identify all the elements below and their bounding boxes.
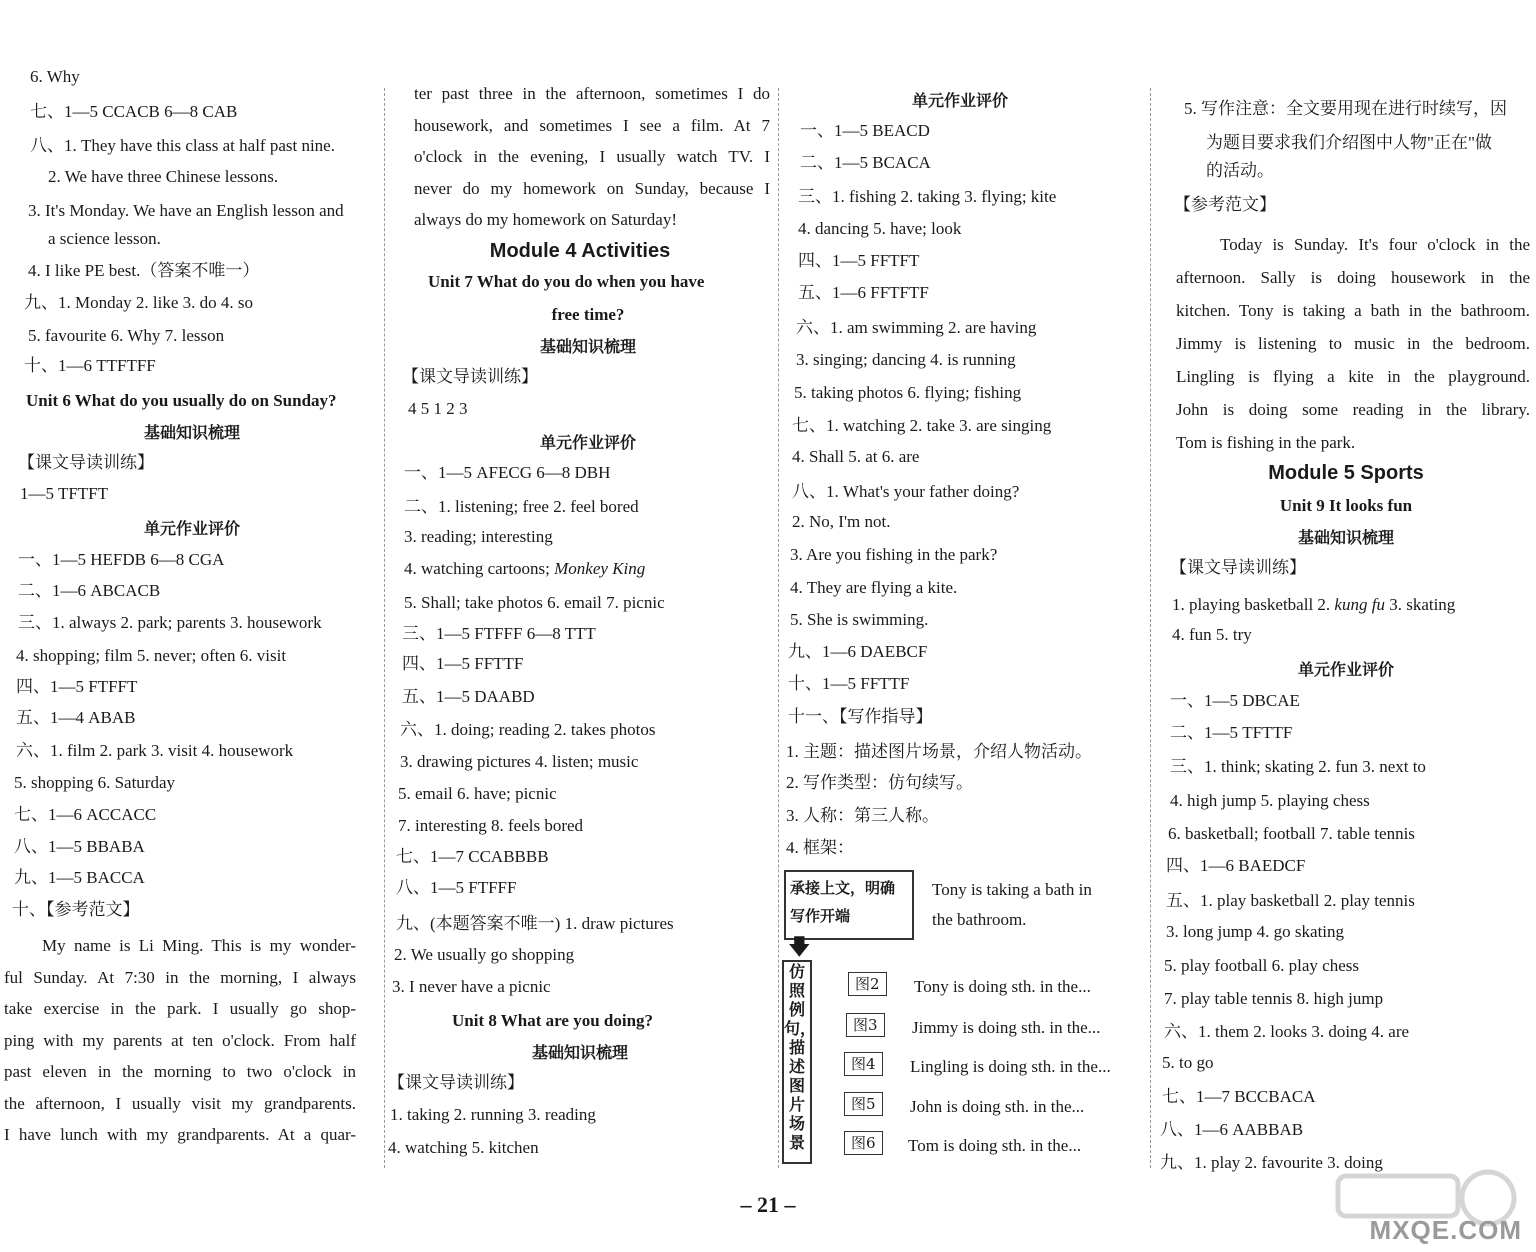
sample-essay <box>1176 228 1530 459</box>
answer-line: 三、1. always 2. park; parents 3. housework <box>18 613 322 632</box>
answer-line: 4. Shall 5. at 6. are <box>792 447 920 466</box>
answer-line: 3. Are you fishing in the park? <box>790 545 998 564</box>
column-divider <box>778 88 779 1168</box>
framework-example: the bathroom. <box>932 910 1027 929</box>
answer-line: 一、1—5 HEFDB 6—8 CGA <box>18 550 225 569</box>
watermark-url: MXQE.COM <box>1369 1215 1522 1245</box>
answer-line: 5. Shall; take photos 6. email 7. picnic <box>404 593 665 612</box>
essay-line: housework, and sometimes I see a film. At 7 <box>414 115 770 135</box>
answer-line: 八、1—6 AABBAB <box>1160 1120 1304 1139</box>
page-number: – 21 – <box>740 1192 796 1217</box>
answer-line: 1—5 TFTFT <box>20 484 109 503</box>
answer-line: 5. shopping 6. Saturday <box>14 773 176 792</box>
answer-line: 一、1—5 BEACD <box>800 121 930 140</box>
answer-line: 5. taking photos 6. flying; fishing <box>794 383 1022 402</box>
essay-line: ping with my parents at ten o'clock. From half <box>4 1030 356 1050</box>
answer-line: 三、1. fishing 2. taking 3. flying; kite <box>798 187 1057 206</box>
module-5-title: Module 5 Sports <box>1268 462 1424 484</box>
answer-line: 4. high jump 5. playing chess <box>1170 791 1370 810</box>
answer-line: 5. 写作注意：全文要用现在进行时续写，因 <box>1184 99 1507 118</box>
unit-9-title: Unit 9 It looks fun <box>1279 496 1413 515</box>
answer-text: 3. skating <box>1384 595 1456 614</box>
section-heading: 基础知识梳理 <box>539 337 636 356</box>
answer-line: 七、1—7 CCABBBB <box>396 847 549 866</box>
essay-line: Jimmy is listening to music in the bedroom. <box>1176 334 1530 353</box>
figure-sentence: Jimmy is doing sth. in the... <box>912 1018 1101 1037</box>
answer-line: 3. I never have a picnic <box>392 977 551 996</box>
answer-line: 四、1—5 FFTFT <box>798 251 920 270</box>
answer-line: 3. drawing pictures 4. listen; music <box>400 752 639 771</box>
answer-line: 【课文导读训练】 <box>1170 558 1306 577</box>
essay-line: I have lunch with my grandparents. At a quar- <box>4 1125 356 1144</box>
answer-line: 九、1—5 BACCA <box>14 868 145 887</box>
answer-line: 六、1. am swimming 2. are having <box>796 318 1037 337</box>
figure-tag: 图4 <box>844 1052 883 1076</box>
figure-sentence: Tony is doing sth. in the... <box>914 977 1091 996</box>
answer-line: 5. email 6. have; picnic <box>398 784 557 803</box>
answer-line: 4 5 1 2 3 <box>408 399 468 418</box>
answer-line: 五、1—4 ABAB <box>16 708 136 727</box>
essay-line: the afternoon, I usually visit my grandparents. <box>4 1093 356 1113</box>
answer-line: 4. shopping; film 5. never; often 6. visit <box>16 646 287 665</box>
answer-line: a science lesson. <box>48 229 161 248</box>
answer-line: 4. 框架： <box>786 838 854 857</box>
answer-line: 四、1—5 FFTTF <box>402 654 524 673</box>
answer-line: 九、1. play 2. favourite 3. doing <box>1160 1153 1383 1172</box>
answer-line: 二、1—5 TFTTF <box>1170 723 1293 742</box>
answer-line: 八、1—5 BBABA <box>14 837 145 856</box>
answer-line: 七、1—5 CCACB 6—8 CAB <box>30 102 238 121</box>
answer-line: 7. play table tennis 8. high jump <box>1164 989 1384 1008</box>
answer-line: 5. to go <box>1162 1053 1214 1072</box>
section-heading: 基础知识梳理 <box>143 423 240 442</box>
essay-line: never do my homework on Sunday, because I <box>414 178 770 198</box>
answer-line: 五、1—5 DAABD <box>402 687 535 706</box>
essay-line: Lingling is flying a kite in the playground. <box>1176 367 1530 386</box>
answer-line: 【课文导读训练】 <box>388 1073 524 1092</box>
answer-line: 为题目要求我们介绍图中人物"正在"做 <box>1206 133 1492 152</box>
unit-7-title-cont: free time? <box>551 305 625 324</box>
answer-line: 三、1—5 FTFFF 6—8 TTT <box>402 624 596 643</box>
answer-line: 六、1. them 2. looks 3. doing 4. are <box>1164 1022 1410 1041</box>
answer-line: 八、1. What's your father doing? <box>792 482 1020 501</box>
essay-line: Tom is fishing in the park. <box>1176 433 1356 452</box>
answer-line: 4. dancing 5. have; look <box>798 219 962 238</box>
answer-line: 五、1—6 FFTFTF <box>798 283 929 302</box>
answer-line: 八、1—5 FTFFF <box>396 878 517 897</box>
answer-line: 2. We have three Chinese lessons. <box>48 167 279 186</box>
unit-8-title: Unit 8 What are you doing? <box>452 1011 654 1030</box>
answer-line: 3. singing; dancing 4. is running <box>796 350 1016 369</box>
section-heading: 单元作业评价 <box>143 519 240 538</box>
answer-line: 四、1—6 BAEDCF <box>1166 856 1306 875</box>
answer-line: 3. It's Monday. We have an English lesson and <box>28 201 344 220</box>
answer-line: 三、1. think; skating 2. fun 3. next to <box>1170 757 1426 776</box>
essay-line: past eleven in the morning to two o'clock in <box>4 1062 356 1081</box>
answer-line: 6. basketball; football 7. table tennis <box>1168 824 1415 843</box>
framework-start-box: 承接上文，明确写作开端 <box>784 870 914 940</box>
answer-line: 七、1—6 ACCACC <box>14 805 157 824</box>
answer-line: 1. taking 2. running 3. reading <box>390 1105 596 1124</box>
answer-line: 5. favourite 6. Why 7. lesson <box>28 326 225 345</box>
answer-line: 【课文导读训练】 <box>402 367 538 386</box>
section-heading: 单元作业评价 <box>1297 660 1394 679</box>
answer-line: 一、1—5 AFECG 6—8 DBH <box>404 463 611 482</box>
section-heading: 基础知识梳理 <box>531 1043 628 1062</box>
framework-imitate-box: 仿照例句，描述图片场景 <box>782 960 812 1164</box>
figure-tag: 图3 <box>846 1013 885 1037</box>
answer-line: 十、【参考范文】 <box>12 900 140 919</box>
essay-line: My name is Li Ming. This is my wonder- <box>42 936 356 955</box>
answer-line: 1. 主题：描述图片场景，介绍人物活动。 <box>786 742 1092 761</box>
answer-line: 6. Why <box>30 67 80 86</box>
answer-line <box>1172 594 1455 616</box>
answer-line: 4. They are flying a kite. <box>790 578 958 597</box>
answer-line: 二、1. listening; free 2. feel bored <box>404 497 639 516</box>
answer-line: 二、1—5 BCACA <box>800 153 931 172</box>
essay-line: John is doing some reading in the library. <box>1176 400 1530 419</box>
essay-line: o'clock in the evening, I usually watch TV. I <box>414 147 770 166</box>
answer-line: 【课文导读训练】 <box>18 453 154 472</box>
essay-line: ter past three in the afternoon, sometimes I do <box>414 84 770 103</box>
answer-line: 2. We usually go shopping <box>394 945 575 964</box>
answer-line: 5. play football 6. play chess <box>1164 956 1359 975</box>
arrow-down-icon: 🡇 <box>788 934 811 959</box>
answer-line: 十一、【写作指导】 <box>788 707 933 726</box>
answer-line: 六、1. doing; reading 2. takes photos <box>400 720 656 739</box>
answer-line: 五、1. play basketball 2. play tennis <box>1166 891 1415 910</box>
answer-line: 4. I like PE best.（答案不唯一） <box>28 261 260 280</box>
unit-7-title: Unit 7 What do you do when you have <box>428 272 705 291</box>
essay-line: afternoon. Sally is doing housework in the <box>1176 268 1530 287</box>
answer-line: 5. She is swimming. <box>790 610 929 629</box>
figure-tag: 图5 <box>844 1092 883 1116</box>
answer-line: 3. reading; interesting <box>404 527 553 546</box>
figure-sentence: John is doing sth. in the... <box>910 1097 1085 1116</box>
answer-line: 4. fun 5. try <box>1172 625 1252 644</box>
answer-line: 4. watching 5. kitchen <box>388 1138 539 1157</box>
answer-line: 的活动。 <box>1206 161 1274 180</box>
framework-example: Tony is taking a bath in <box>932 880 1092 899</box>
answer-line: 十、1—5 FFTTF <box>788 674 910 693</box>
figure-sentence: Lingling is doing sth. in the... <box>910 1057 1111 1076</box>
section-heading: 单元作业评价 <box>911 91 1008 110</box>
answer-line: 2. No, I'm not. <box>792 512 891 531</box>
figure-tag: 图6 <box>844 1131 883 1155</box>
answer-line: 十、1—6 TTFTFF <box>24 356 156 375</box>
answer-line: 七、1—7 BCCBACA <box>1162 1087 1316 1106</box>
answer-line: 七、1. watching 2. take 3. are singing <box>792 416 1052 435</box>
essay-line: take exercise in the park. I usually go shop- <box>4 999 356 1018</box>
essay-line: always do my homework on Saturday! <box>414 210 677 229</box>
answer-line: 四、1—5 FTFFT <box>16 677 138 696</box>
essay-line: Today is Sunday. It's four o'clock in the <box>1220 235 1530 254</box>
answer-text-italic: Monkey King <box>554 559 646 578</box>
column-divider <box>1150 88 1151 1168</box>
module-4-title: Module 4 Activities <box>489 240 671 262</box>
unit-6-title: Unit 6 What do you usually do on Sunday? <box>26 391 337 410</box>
answer-text-italic: kung fu <box>1334 595 1385 614</box>
sample-essay <box>4 930 356 1151</box>
answer-line <box>404 558 645 580</box>
figure-sentence: Tom is doing sth. in the... <box>908 1136 1082 1155</box>
essay-line: ful Sunday. At 7:30 in the morning, I always <box>4 967 356 987</box>
section-heading: 基础知识梳理 <box>1297 528 1394 547</box>
answer-line: 八、1. They have this class at half past nine. <box>30 136 335 155</box>
answer-text: 1. playing basketball 2. <box>1172 595 1335 614</box>
answer-line: 一、1—5 DBCAE <box>1170 691 1300 710</box>
figure-tag: 图2 <box>848 972 887 996</box>
column-divider <box>384 88 385 1168</box>
answer-line: 3. long jump 4. go skating <box>1166 922 1345 941</box>
answer-line: 九、(本题答案不唯一) 1. draw pictures <box>396 914 674 933</box>
answer-text: 4. watching cartoons; <box>404 559 555 578</box>
essay-continued <box>414 78 770 236</box>
answer-line: 【参考范文】 <box>1174 195 1276 214</box>
answer-line: 7. interesting 8. feels bored <box>398 816 584 835</box>
answer-line: 九、1. Monday 2. like 3. do 4. so <box>24 293 254 312</box>
answer-line: 3. 人称：第三人称。 <box>786 806 939 825</box>
answer-line: 2. 写作类型：仿句续写。 <box>786 773 973 792</box>
answer-line: 二、1—6 ABCACB <box>18 581 161 600</box>
answer-line: 九、1—6 DAEBCF <box>788 642 928 661</box>
essay-line: kitchen. Tony is taking a bath in the bathroom. <box>1176 301 1530 320</box>
answer-line: 六、1. film 2. park 3. visit 4. housework <box>16 741 294 760</box>
section-heading: 单元作业评价 <box>539 433 636 452</box>
